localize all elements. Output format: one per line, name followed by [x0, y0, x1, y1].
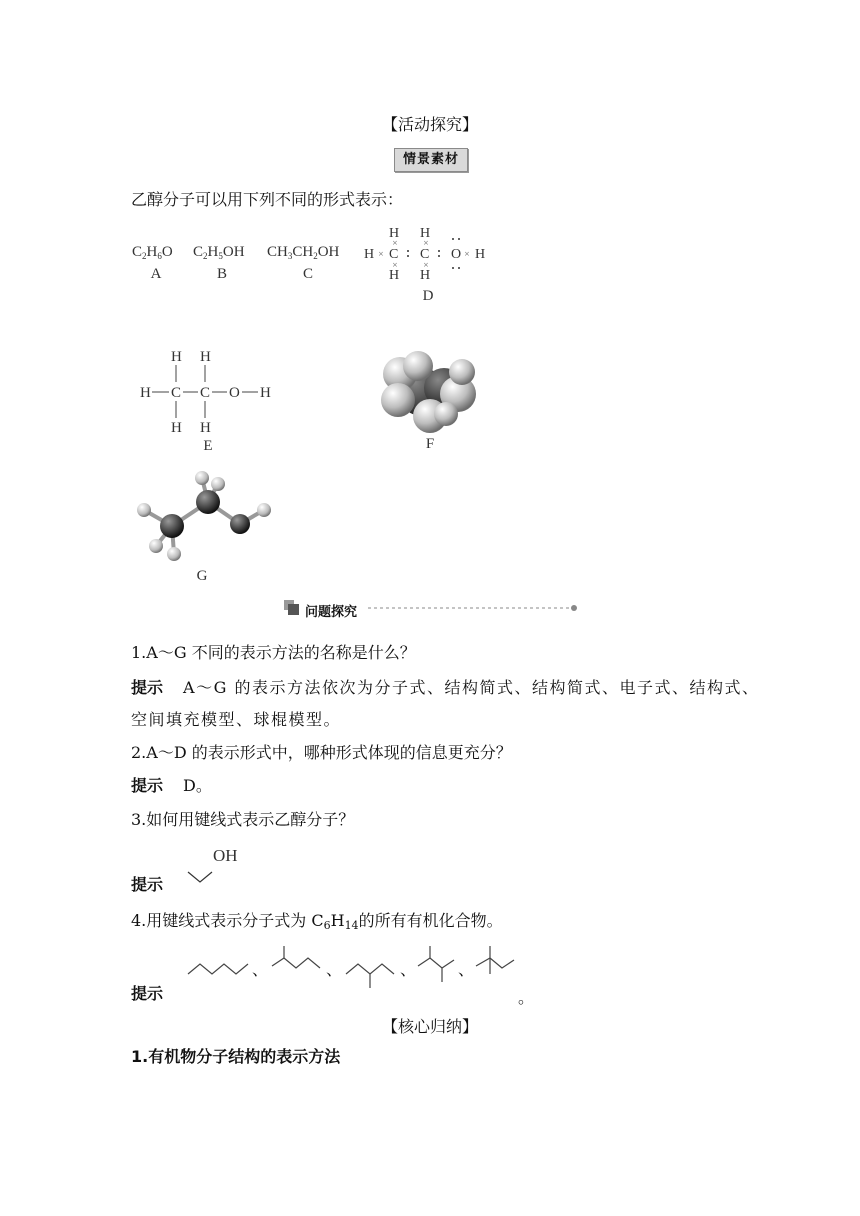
svg-text:O: O — [229, 385, 240, 401]
core-title: 【核心归纳】 — [381, 1017, 478, 1036]
svg-text:H: H — [200, 420, 211, 436]
separator-2: 、 — [326, 960, 343, 979]
answer-1-line-1: 提示 A～G 的表示方法依次为分子式、结构简式、结构简式、电子式、结构式、 — [131, 678, 760, 697]
svg-text:H: H — [475, 247, 486, 262]
activity-title: 【活动探究】 — [381, 115, 478, 134]
svg-text:H: H — [389, 226, 400, 241]
svg-text:×: × — [464, 250, 470, 258]
hint-label: 提示 — [131, 678, 164, 697]
answer-2: 提示 D。 — [131, 776, 212, 795]
hexane-isomers — [186, 942, 526, 992]
svg-text:×: × — [392, 239, 398, 247]
section-title: 问题探究 — [305, 605, 358, 620]
svg-text:H: H — [364, 247, 375, 262]
svg-text:×: × — [378, 250, 384, 258]
svg-text:H: H — [171, 349, 182, 365]
svg-text:C: C — [171, 385, 182, 401]
svg-text:×: × — [423, 239, 429, 247]
svg-text:O: O — [451, 247, 462, 262]
svg-text:C: C — [420, 247, 430, 262]
ball-and-stick-model-g — [130, 464, 278, 560]
space-filling-model-f — [378, 350, 482, 434]
svg-text:H: H — [420, 268, 431, 283]
separator-1: 、 — [252, 960, 269, 979]
heading-1: 1.有机物分子结构的表示方法 — [131, 1047, 341, 1066]
question-2: 2.A～D 的表示形式中，哪种形式体现的信息更充分？ — [131, 743, 512, 762]
svg-text:H: H — [420, 226, 431, 241]
label-g: G — [196, 568, 208, 584]
svg-text:H: H — [171, 420, 182, 436]
svg-text:H: H — [260, 385, 271, 401]
isomer-2-3-dimethylbutane — [418, 958, 454, 968]
formula-a: $C_2H_6O$ — [132, 244, 173, 261]
hint-label: 提示 — [131, 776, 164, 795]
svg-text:×: × — [423, 261, 429, 269]
question-1: 1.A～G 不同的表示方法的名称是什么？ — [131, 643, 416, 662]
intro-text: 乙醇分子可以用下列不同的形式表示： — [131, 190, 404, 209]
answer-4-end: 。 — [518, 988, 535, 1007]
formula-c: $CH_3CH_2OH$ — [267, 244, 340, 261]
svg-text:C: C — [200, 385, 211, 401]
ethanol-skeletal-formula — [186, 862, 216, 886]
answer-1-line-2: 空间填充模型、球棍模型。 — [131, 710, 342, 729]
isomer-3-methylpentane — [346, 964, 394, 974]
isomer-2-methylpentane — [272, 958, 320, 968]
electron-formula-d — [362, 222, 494, 282]
hint-label: 提示 — [131, 984, 164, 1003]
answer-4-hint — [131, 982, 163, 1006]
question-4: 4.用键线式表示分子式为 C6H14的所有有机化合物。 — [131, 911, 503, 932]
structural-formula-e — [138, 346, 278, 436]
question-3: 3.如何用键线式表示乙醇分子？ — [131, 810, 355, 829]
label-b: B — [216, 266, 227, 282]
label-e: E — [203, 438, 213, 454]
label-f: F — [425, 436, 435, 452]
separator-4: 、 — [458, 960, 475, 979]
label-a: A — [150, 266, 162, 282]
svg-text:H: H — [140, 385, 151, 401]
scenario-tag: 情景素材 — [394, 148, 468, 172]
svg-text:C: C — [389, 247, 399, 262]
isomer-2-2-dimethylbutane — [476, 958, 514, 968]
oh-label: OH — [213, 846, 238, 865]
svg-text:H: H — [200, 349, 211, 365]
svg-text:×: × — [392, 261, 398, 269]
section-dotted-rule — [368, 602, 580, 614]
section-square-icon — [284, 600, 304, 616]
label-d: D — [422, 288, 434, 304]
label-c: C — [302, 266, 313, 282]
hint-label: 提示 — [131, 875, 164, 894]
answer-3-hint — [131, 873, 163, 897]
svg-text:H: H — [389, 268, 400, 283]
formula-b: $C_2H_5OH$ — [193, 244, 245, 261]
separator-3: 、 — [400, 960, 417, 979]
isomer-n-hexane — [188, 964, 248, 974]
